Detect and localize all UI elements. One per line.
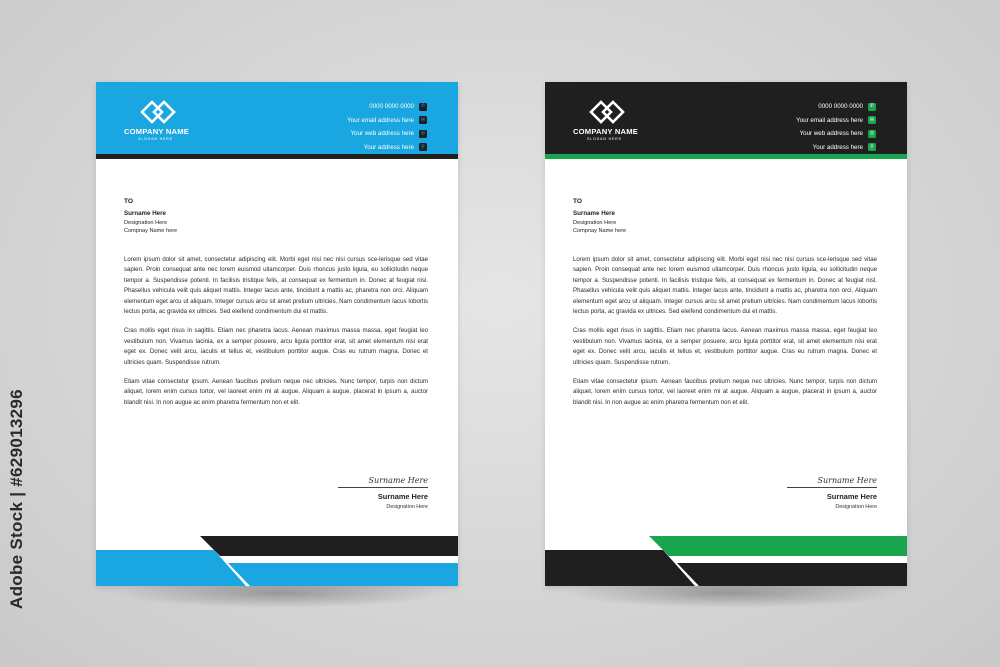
contact-phone: 0000 0000 0000	[369, 103, 414, 111]
body-paragraph-1: Lorem ipsum dolor sit amet, consectetur adipiscing elit. Morbi eget nisi nec nisi cursus sce-lerisque sed vitae sapien. Proin consequat ante nec lorem euismod ullamcorper. Duis rhoncus justo ligula, eu sollicitudin neque tempor a. Suspendisse potenti. In facilisis tristique felis, at consequat ex fermentum in. Donec at feugiat nisl. Phasellus vehicula velit quis aliquet mattis. Integer lacus ante, tincidunt a mattis ac, pharetra non orci. Aliquam elementum eget arcu ut aliquam. Integer cursus arcu sit amet pretium ultricies. Nam condimentum lacus lobortis lectus porta, ac gravida ex ultrices. Sed eleifend condimentum dui et mattis.	[124, 256, 428, 316]
footer-dark-bar	[677, 563, 907, 586]
signature-block	[338, 476, 428, 510]
letterhead-dark	[545, 82, 907, 586]
signature-block	[787, 476, 877, 510]
signature-line	[787, 487, 877, 488]
letter-body	[573, 198, 877, 408]
signer-name: Surname Here	[826, 492, 877, 501]
body-paragraph-2: Cras mollis eget risus in sagittis. Etiam nec pharetra lacus. Aenean maximus massa massa, eget feugiat leo vestibulum non. Vivamus lacinia, ex a semper posuere, arcu ligula porttitor erat, sit amet elementum nisi erat eget ex. Donec velit arcu, iaculis et tellus et, vestibulum porttitor augue. Cras eu rutrum magna. Donec et ultricies quam. Suspendisse rutrum.	[124, 327, 428, 366]
recipient-designation: Designation Here	[573, 219, 617, 226]
contact-row-address	[347, 141, 427, 155]
contact-row-phone	[796, 100, 876, 114]
company-logo	[573, 100, 653, 141]
company-name: COMPANY NAME	[124, 127, 189, 136]
footer-accent-bar	[649, 536, 907, 556]
to-label: TO	[573, 198, 583, 205]
diamond-logo-icon	[589, 100, 625, 124]
globe-icon: ◎	[420, 130, 426, 137]
contact-phone: 0000 0000 0000	[818, 103, 863, 111]
footer-decoration	[96, 536, 458, 586]
company-slogan: SLOGAN HERE	[138, 137, 173, 141]
footer-accent-bar	[228, 563, 458, 586]
signer-name: Surname Here	[377, 492, 428, 501]
contact-email: Your email address here	[796, 116, 863, 124]
recipient-name: Surname Here	[124, 210, 166, 217]
phone-icon: ✆	[420, 103, 426, 110]
recipient-company: Compnay Name here	[573, 228, 627, 234]
location-pin-icon: ⚲	[419, 143, 427, 151]
globe-icon: ◎	[869, 130, 875, 137]
contact-address: Your address here	[812, 143, 863, 151]
footer-dark-bar	[200, 536, 458, 556]
recipient-company: Compnay Name here	[124, 228, 178, 234]
handwritten-signature: Surname Here	[817, 476, 877, 485]
recipient-name: Surname Here	[573, 210, 615, 217]
diamond-logo-icon	[140, 100, 176, 124]
phone-icon: ✆	[869, 103, 875, 110]
contact-row-email	[347, 114, 427, 128]
email-icon: ✉	[420, 116, 426, 123]
letter-body	[124, 198, 428, 408]
contact-web: Your web address here	[350, 130, 414, 138]
contact-row-web	[347, 127, 427, 141]
body-paragraph-3: Etiam vitae consectetur ipsum. Aenean faucibus pretium neque nec ultricies. Nunc tempor, turpis non dictum aliquet, lorem enim cursus tortor, vel laoreet enim mi at augue. Aliquam a augue, placerat in ipsum a, auctor blandit nisi. In non augue ac enim pharetra fermentum non et elit.	[124, 378, 428, 406]
footer-decoration	[545, 536, 907, 586]
contact-list	[796, 100, 876, 154]
contact-row-web	[796, 127, 876, 141]
company-logo	[124, 100, 204, 141]
email-icon: ✉	[869, 116, 875, 123]
contact-address: Your address here	[363, 143, 414, 151]
to-label: TO	[124, 198, 134, 205]
contact-list	[347, 100, 427, 154]
contact-row-address	[796, 141, 876, 155]
header-underline	[545, 154, 907, 159]
body-paragraph-1: Lorem ipsum dolor sit amet, consectetur adipiscing elit. Morbi eget nisi nec nisi cursus sce-lerisque sed vitae sapien. Proin consequat ante nec lorem euismod ullamcorper. Duis rhoncus justo ligula, eu sollicitudin neque tempor a. Suspendisse potenti. In facilisis tristique felis, at consequat ex fermentum in. Donec at feugiat nisl. Phasellus vehicula velit quis aliquet mattis. Integer lacus ante, tincidunt a mattis ac, pharetra non orci. Aliquam elementum eget arcu ut aliquam. Integer cursus arcu sit amet pretium ultricies. Nam condimentum lacus lobortis lectus porta, ac gravida ex ultrices. Sed eleifend condimentum dui et mattis.	[573, 256, 877, 316]
contact-web: Your web address here	[799, 130, 863, 138]
contact-email: Your email address here	[347, 116, 414, 124]
handwritten-signature: Surname Here	[368, 476, 428, 485]
contact-row-email	[796, 114, 876, 128]
body-paragraph-3: Etiam vitae consectetur ipsum. Aenean faucibus pretium neque nec ultricies. Nunc tempor, turpis non dictum aliquet, lorem enim cursus tortor, vel laoreet enim mi at augue. Aliquam a augue, placerat in ipsum a, auctor blandit nisi. In non augue ac enim pharetra fermentum non et elit.	[573, 378, 877, 406]
contact-row-phone	[347, 100, 427, 114]
stock-id-watermark: Adobe Stock | #629013296	[7, 389, 26, 609]
location-pin-icon: ⚲	[868, 143, 876, 151]
company-slogan: SLOGAN HERE	[587, 137, 622, 141]
header-underline	[96, 154, 458, 159]
signer-designation: Designation Here	[835, 504, 877, 510]
company-name: COMPANY NAME	[573, 127, 638, 136]
signature-line	[338, 487, 428, 488]
signer-designation: Designation Here	[386, 504, 428, 510]
recipient-designation: Designation Here	[124, 219, 168, 226]
body-paragraph-2: Cras mollis eget risus in sagittis. Etiam nec pharetra lacus. Aenean maximus massa massa, eget feugiat leo vestibulum non. Vivamus lacinia, ex a semper posuere, arcu ligula porttitor erat, sit amet elementum nisi erat eget ex. Donec velit arcu, iaculis et tellus et, vestibulum porttitor augue. Cras eu rutrum magna. Donec et ultricies quam. Suspendisse rutrum.	[573, 327, 877, 366]
letterhead-blue	[96, 82, 458, 586]
